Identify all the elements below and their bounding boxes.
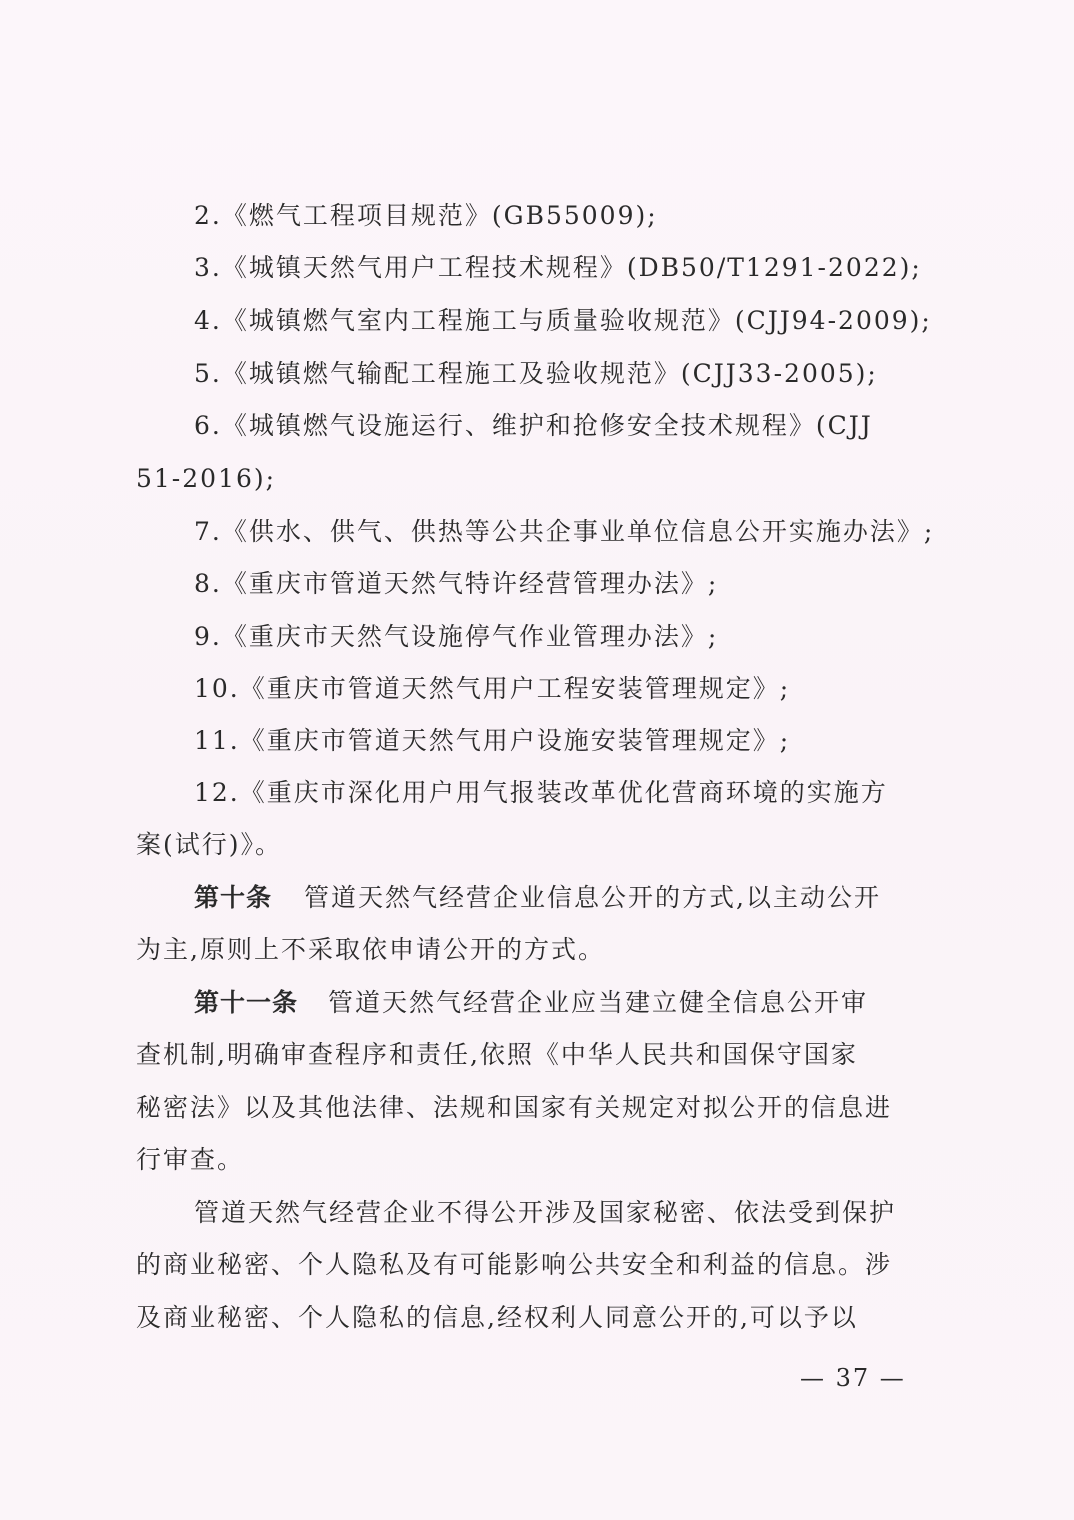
text-line (0, 406, 1074, 446)
text-line (0, 459, 1074, 499)
text-line (0, 354, 1074, 394)
text-line (0, 301, 1074, 341)
reference-item-10: 10.《重庆市管道天然气用户工程安装管理规定》; (194, 674, 791, 703)
reference-item-5: 5.《城镇燃气输配工程施工及验收规范》(CJJ33-2005); (194, 359, 878, 388)
text-line (0, 721, 1074, 761)
text-line (0, 512, 1074, 552)
reference-item-6-continued: 51-2016); (136, 464, 277, 493)
reference-item-2: 2.《燃气工程项目规范》(GB55009); (194, 201, 658, 230)
text-line (0, 196, 1074, 236)
paragraph-line-2: 的商业秘密、个人隐私及有可能影响公共安全和利益的信息。涉 (136, 1250, 893, 1279)
text-line (0, 669, 1074, 709)
article-11-text: 管道天然气经营企业应当建立健全信息公开审 (328, 988, 869, 1017)
text-line (0, 564, 1074, 604)
article-11 (0, 983, 1074, 1023)
page-number: — 37 — (800, 1364, 906, 1392)
text-line (0, 1298, 1074, 1338)
reference-item-11: 11.《重庆市管道天然气用户设施安装管理规定》; (194, 726, 791, 755)
text-line (0, 1245, 1074, 1285)
reference-item-3: 3.《城镇天然气用户工程技术规程》(DB50/T1291-2022); (194, 253, 922, 282)
text-line (0, 1035, 1074, 1075)
article-10-text: 管道天然气经营企业信息公开的方式,以主动公开 (304, 883, 881, 912)
paragraph-line-3: 及商业秘密、个人隐私的信息,经权利人同意公开的,可以予以 (136, 1303, 858, 1332)
text-line (0, 825, 1074, 865)
article-10 (0, 878, 1074, 918)
reference-item-9: 9.《重庆市天然气设施停气作业管理办法》; (194, 622, 719, 651)
reference-item-12-continued: 案(试行)》。 (136, 830, 283, 859)
article-11-heading: 第十一条 (194, 988, 299, 1017)
paragraph-line-1: 管道天然气经营企业不得公开涉及国家秘密、依法受到保护 (194, 1198, 897, 1227)
reference-item-8: 8.《重庆市管道天然气特许经营管理办法》; (194, 569, 719, 598)
text-line (0, 1193, 1074, 1233)
text-line (0, 773, 1074, 813)
reference-item-12: 12.《重庆市深化用户用气报装改革优化营商环境的实施方 (194, 778, 888, 807)
text-line (0, 930, 1074, 970)
text-line (0, 617, 1074, 657)
article-11-text-line-3: 秘密法》以及其他法律、法规和国家有关规定对拟公开的信息进 (136, 1093, 893, 1122)
article-11-text-line-4: 行审查。 (136, 1145, 245, 1174)
article-10-heading: 第十条 (194, 883, 273, 912)
text-line (0, 1088, 1074, 1128)
article-10-text-continued: 为主,原则上不采取依申请公开的方式。 (136, 935, 605, 964)
reference-item-4: 4.《城镇燃气室内工程施工与质量验收规范》(CJJ94-2009); (194, 306, 932, 335)
text-line (0, 1140, 1074, 1180)
article-11-text-line-2: 查机制,明确审查程序和责任,依照《中华人民共和国保守国家 (136, 1040, 858, 1069)
text-line (0, 248, 1074, 288)
reference-item-7: 7.《供水、供气、供热等公共企事业单位信息公开实施办法》; (194, 517, 935, 546)
reference-item-6: 6.《城镇燃气设施运行、维护和抢修安全技术规程》(CJJ (194, 411, 873, 440)
